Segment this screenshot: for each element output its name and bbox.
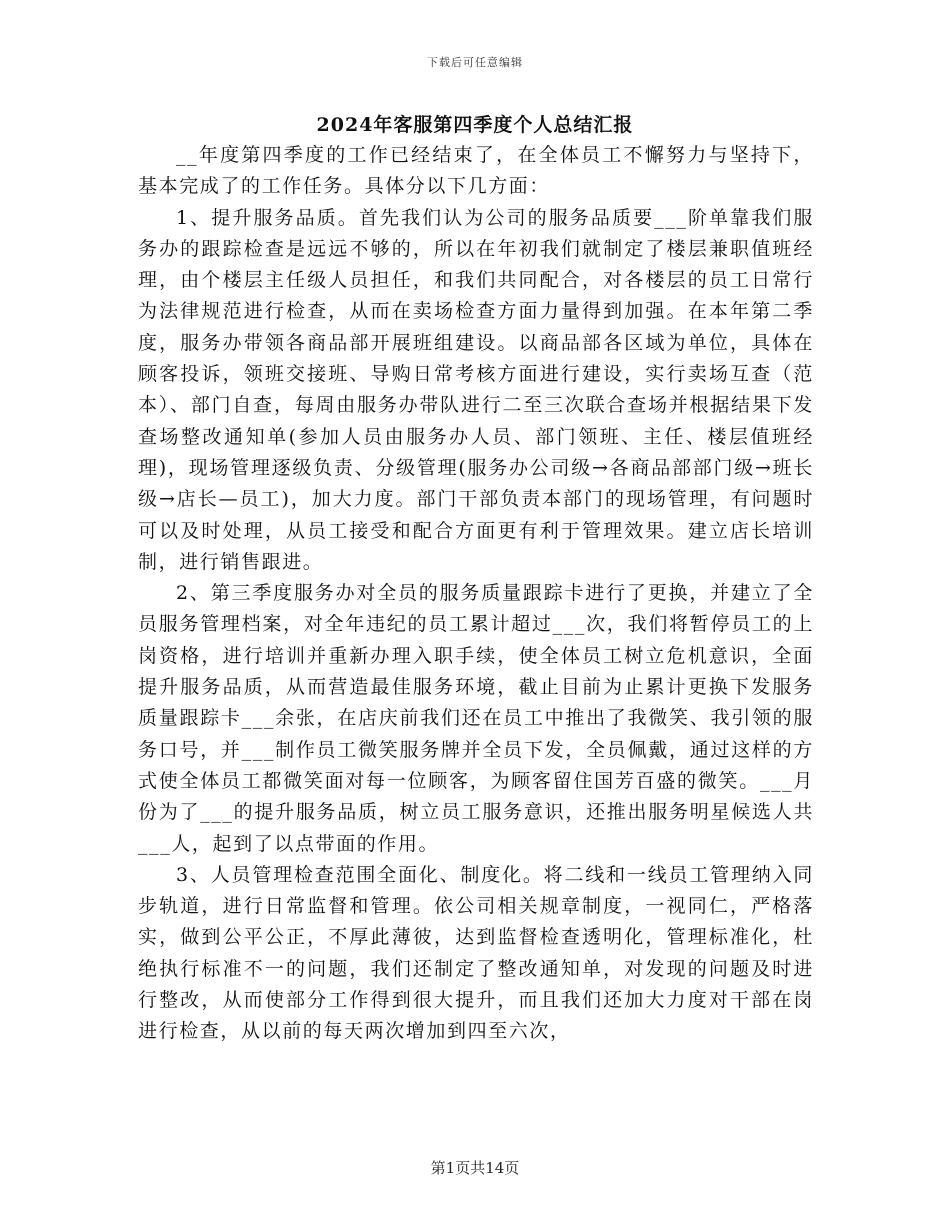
page-header-note: 下载后可任意编辑 xyxy=(427,56,523,69)
page-number: 第1页共14页 xyxy=(430,1159,520,1177)
paragraph-tracking-card: 2、第三季度服务办对全员的服务质量跟踪卡进行了更换，并建立了全员服务管理档案，对全年违纪的员工累计超过___次，我们将暂停员工的上岗资格，进行培训并重新办理入职手续，使全体员工树立危机意识，全面提升服务品质，从而营造最佳服务环境，截止目前为止累计更换下发服务质量跟踪卡___余张，在店庆前我们还在员工中推出了我微笑、我引领的服务口号，并___制作员工微笑服务牌并全员下发，全员佩戴，通过这样的方式使全体员工都微笑面对每一位顾客，为顾客留住国芳百盛的微笑。___月份为了___的提升服务品质，树立员工服务意识，还推出服务明星候选人共___人，起到了以点带面的作用。 xyxy=(138,582,814,855)
paragraph-intro: __年度第四季度的工作已经结束了，在全体员工不懈努力与坚持下，基本完成了的工作任务。具体分以下几方面： xyxy=(138,144,814,198)
paragraph-service-quality: 1、提升服务品质。首先我们认为公司的服务品质要___阶单靠我们服务办的跟踪检查是远远不够的，所以在年初我们就制定了楼层兼职值班经理，由个楼层主任级人员担任，和我们共同配合，对各楼层的员工日常行为法律规范进行检查，从而在卖场检查方面力量得到加强。在本年第二季度，服务办带领各商品部开展班组建设。以商品部各区域为单位，具体在顾客投诉，领班交接班、导购日常考核方面进行建设，实行卖场互查（范本）、部门自查，每周由服务办带队进行二至三次联合查场并根据结果下发查场整改通知单(参加人员由服务办人员、部门领班、主任、楼层值班经理)，现场管理逐级负责、分级管理(服务办公司级→各商品部部门级→班长级→店长—员工)，加大力度。部门干部负责本部门的现场管理，有问题时可以及时处理，从员工接受和配合方面更有利于管理效果。建立店长培训制，进行销售跟进。 xyxy=(138,206,814,573)
paragraph-staff-management: 3、人员管理检查范围全面化、制度化。将二线和一线员工管理纳入同步轨道，进行日常监督和管理。依公司相关规章制度，一视同仁，严格落实，做到公平公正，不厚此薄彼，达到监督检查透明化，管理标准化，杜绝执行标准不一的问题，我们还制定了整改通知单，对发现的问题及时进行整改，从而使部分工作得到很大提升，而且我们还加大力度对干部在岗进行检查，从以前的每天两次增加到四至六次， xyxy=(138,863,814,1043)
document-body xyxy=(138,140,814,1048)
document-title: 2024年客服第四季度个人总结汇报 xyxy=(316,114,634,136)
